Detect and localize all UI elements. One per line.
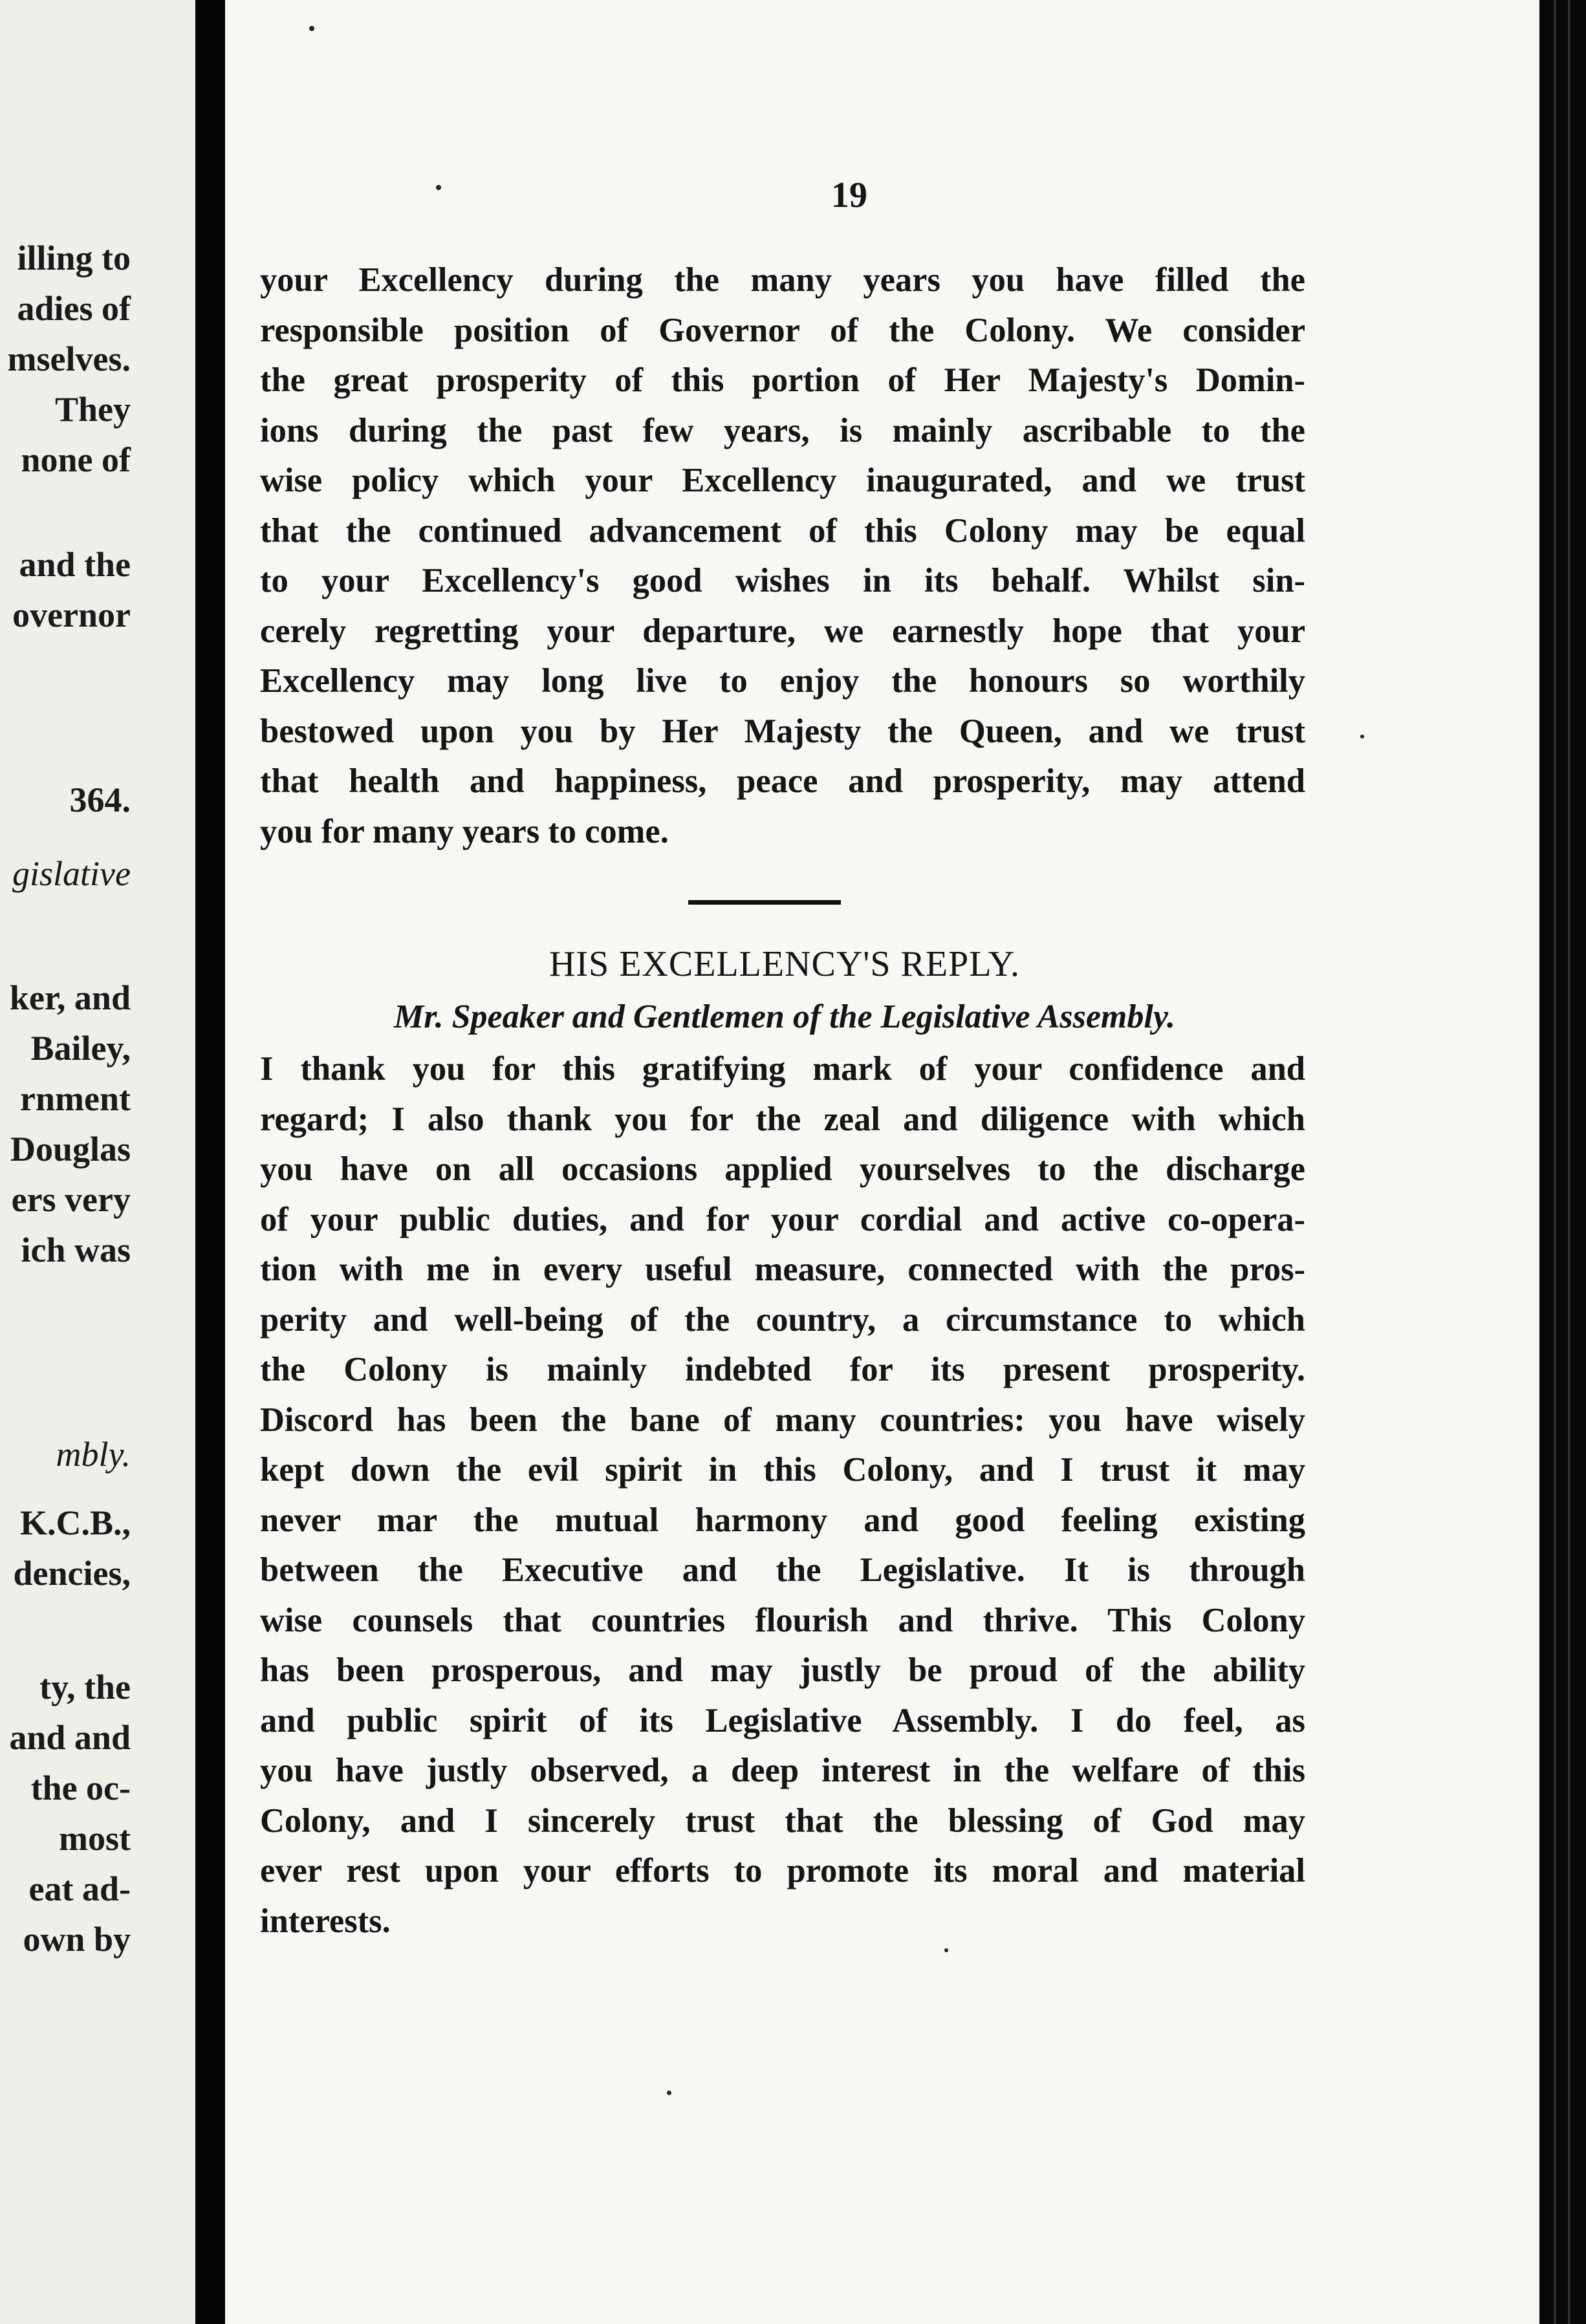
- left-page-line: 364.: [69, 780, 131, 819]
- left-page-line: ker, and: [9, 978, 131, 1017]
- ink-speck: [436, 185, 441, 190]
- text-line: responsible position of Governor of the Colony. We consider: [260, 311, 1305, 349]
- left-page-line: own by: [23, 1920, 131, 1959]
- text-line: I thank you for this gratifying mark of your confidence and: [260, 1050, 1305, 1088]
- ink-speck: [944, 1948, 948, 1952]
- text-line: interests.: [260, 1902, 391, 1940]
- left-page-line: and the: [19, 545, 131, 584]
- address-paragraph: [260, 255, 1305, 857]
- edge-line: [1568, 0, 1570, 2324]
- text-line: kept down the evil spirit in this Colony, and I trust it may: [260, 1451, 1305, 1489]
- text-line: bestowed upon you by Her Majesty the Queen, and we trust: [260, 712, 1305, 750]
- left-page-line: rnment: [20, 1079, 131, 1118]
- left-page-line: Bailey,: [30, 1029, 131, 1068]
- reply-paragraph: [260, 1044, 1305, 1946]
- text-line: that the continued advancement of this Colony may be equal: [260, 511, 1305, 550]
- page-19: [225, 0, 1539, 2324]
- ink-speck: [667, 2091, 671, 2095]
- text-line: between the Executive and the Legislative. It is through: [260, 1551, 1305, 1589]
- left-page-line: eat ad-: [28, 1869, 131, 1908]
- text-line: tion with me in every useful measure, connected with the pros-: [260, 1251, 1305, 1288]
- ink-speck: [309, 26, 314, 31]
- ink-speck: [1360, 735, 1364, 738]
- text-line: to your Excellency's good wishes in its behalf. Whilst sin-: [260, 562, 1305, 599]
- left-page-line: ty, the: [39, 1668, 131, 1706]
- left-page-line: K.C.B.,: [19, 1503, 131, 1542]
- text-line: ever rest upon your efforts to promote its moral and material: [260, 1852, 1305, 1889]
- reply-salutation: Mr. Speaker and Gentlemen of the Legislative Assembly.: [394, 998, 1175, 1035]
- left-page-line: ich was: [21, 1231, 131, 1269]
- text-line: that health and happiness, peace and prosperity, may attend: [260, 762, 1305, 800]
- text-line: ions during the past few years, is mainly ascribable to the: [260, 411, 1305, 449]
- left-page-line: gislative: [12, 854, 131, 893]
- text-line: Discord has been the bane of many countries: you have wisely: [260, 1401, 1305, 1439]
- left-page-line: Douglas: [10, 1130, 131, 1168]
- left-page-line: They: [54, 390, 131, 429]
- text-line: wise counsels that countries flourish and thrive. This Colony: [260, 1601, 1305, 1639]
- left-page-line: the oc-: [30, 1769, 131, 1807]
- text-line: you have justly observed, a deep interest in the welfare of this: [260, 1752, 1305, 1789]
- page-number: 19: [831, 175, 867, 215]
- left-page-line: ers very: [11, 1180, 131, 1219]
- text-line: Colony, and I sincerely trust that the blessing of God may: [260, 1802, 1305, 1840]
- edge-line: [1554, 0, 1556, 2324]
- text-line: and public spirit of its Legislative Assembly. I do feel, as: [260, 1701, 1305, 1739]
- text-line: the Colony is mainly indebted for its present prosperity.: [260, 1351, 1305, 1388]
- text-line: of your public duties, and for your cordial and active co-opera-: [260, 1200, 1305, 1238]
- text-line: cerely regretting your departure, we earnestly hope that your: [260, 612, 1305, 650]
- text-line: has been prosperous, and may justly be proud of the ability: [260, 1652, 1305, 1689]
- left-page-line: adies of: [17, 289, 131, 328]
- left-page-line: and and: [9, 1718, 131, 1757]
- left-page-line: mselves.: [7, 339, 131, 378]
- left-page-line: mbly.: [56, 1435, 131, 1474]
- left-page-line: most: [59, 1819, 131, 1858]
- page-edge: [1539, 0, 1586, 2324]
- text-line: you for many years to come.: [260, 812, 669, 850]
- left-page-line: dencies,: [13, 1554, 131, 1593]
- text-line: you have on all occasions applied yourselves to the discharge: [260, 1150, 1305, 1188]
- text-line: your Excellency during the many years you have filled the: [260, 261, 1305, 299]
- text-line: never mar the mutual harmony and good feeling existing: [260, 1501, 1305, 1539]
- text-line: wise policy which your Excellency inaugurated, and we trust: [260, 462, 1305, 499]
- left-page-line: none of: [21, 440, 131, 479]
- text-line: the great prosperity of this portion of Her Majesty's Domin-: [260, 361, 1305, 399]
- book-gutter: [195, 0, 225, 2324]
- text-line: regard; I also thank you for the zeal and diligence with which: [260, 1100, 1305, 1138]
- section-divider: [688, 900, 841, 905]
- text-line: perity and well-being of the country, a circumstance to which: [260, 1300, 1305, 1339]
- reply-heading: HIS EXCELLENCY'S REPLY.: [549, 944, 1021, 984]
- left-page-line: illing to: [17, 239, 131, 277]
- left-page-fragment: [0, 0, 195, 2324]
- left-page-line: overnor: [12, 596, 131, 634]
- text-line: Excellency may long live to enjoy the honours so worthily: [260, 662, 1305, 700]
